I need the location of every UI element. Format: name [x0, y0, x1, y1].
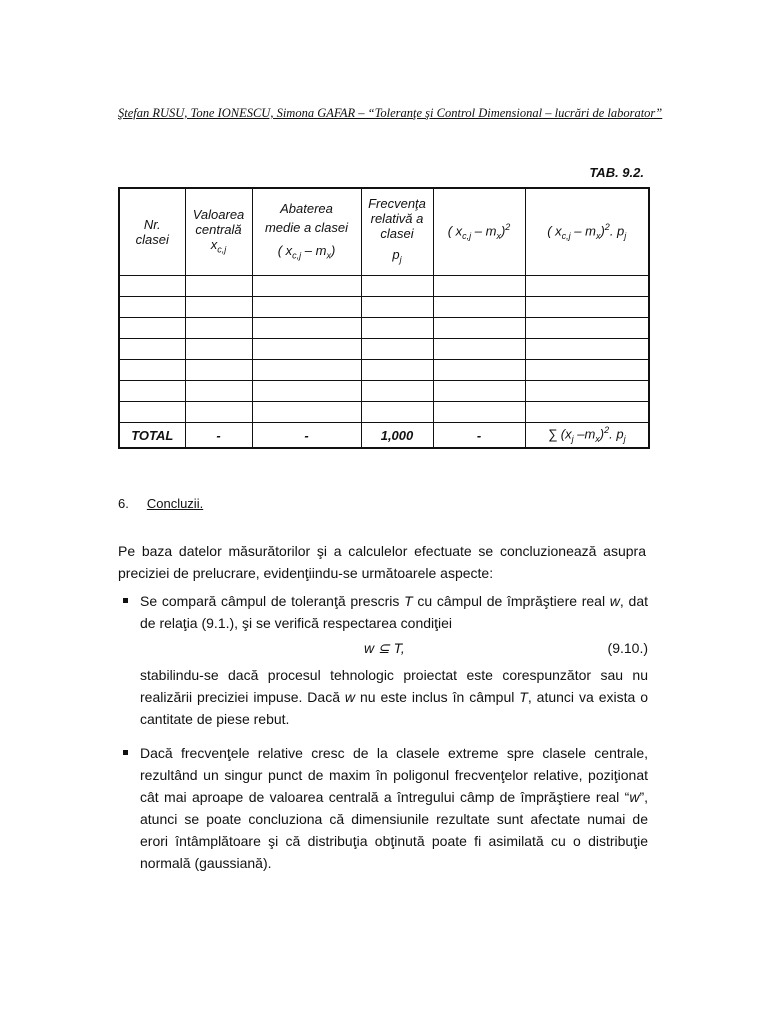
table-cell [252, 318, 361, 339]
table-cell [525, 276, 649, 297]
header-nr-clasei: Nr. clasei [119, 188, 185, 276]
intro-paragraph: Pe baza datelor măsurătorilor şi a calculelor efectuate se concluzionează asupra preciziei de prelucrare, evidenţiindu-se următoarele aspecte: [118, 543, 646, 581]
page-header: Ştefan RUSU, Tone IONESCU, Simona GAFAR – “Toleranţe şi Control Dimensional – lucrări de laborator” [118, 106, 663, 120]
table-cell [119, 381, 185, 402]
header-squared-deviation: ( $x_{c,j} - m_x)^2$ [433, 188, 525, 276]
table-total-row [119, 423, 649, 449]
bullet-item-1-continued: stabilindu-se dacă procesul tehnologic proiectat este corespunzător sau nu realizării preciziei impuse. Dacă w nu este inclus în câmpul T, atunci va exista o cantitate de piese rebut. [140, 667, 648, 727]
table-cell [185, 402, 252, 423]
table-cell [252, 360, 361, 381]
table-cell [433, 318, 525, 339]
table-cell [185, 339, 252, 360]
section-number: 6. [118, 496, 129, 511]
table-cell [252, 381, 361, 402]
table-cell [525, 402, 649, 423]
header-valoarea-centrala: Valoarea centrală $x_{c,j}$ [185, 188, 252, 276]
table-cell [361, 297, 433, 318]
table-cell [525, 360, 649, 381]
table-cell [433, 276, 525, 297]
total-c2: - [185, 423, 252, 449]
table-cell [525, 318, 649, 339]
table-cell [361, 318, 433, 339]
table-cell [252, 276, 361, 297]
table-cell [252, 402, 361, 423]
total-label: TOTAL [119, 423, 185, 449]
table-row [119, 360, 649, 381]
table-cell [185, 318, 252, 339]
formula-line [140, 640, 648, 662]
total-c4: 1,000 [361, 423, 433, 449]
bullet-item-2: Dacă frecvenţele relative cresc de la clasele extreme spre clasele centrale, rezultând un singur punct de maxim în poligonul frecvenţelor relative, poziţionat cât mai aproape de valoarea centrală a întregului câmp de împrăştiere real “w”, atunci se poate concluziona că dimensiunile rezultate sunt afectate numai de erori întâmplătoare şi că distribuţia obţinută poate fi asimilată cu o distribuţie normală (gaussiană). [140, 742, 648, 874]
table-cell [525, 339, 649, 360]
table-row [119, 402, 649, 423]
table-cell [525, 297, 649, 318]
bullet-square-icon [123, 750, 128, 755]
table-cell [433, 339, 525, 360]
table-cell [361, 381, 433, 402]
formula-number: (9.10.) [607, 640, 648, 656]
table-row [119, 318, 649, 339]
table-cell [119, 360, 185, 381]
table-cell [433, 381, 525, 402]
table-cell [119, 402, 185, 423]
table-row [119, 297, 649, 318]
table-row [119, 339, 649, 360]
table-cell [252, 297, 361, 318]
bullet-item-1: Se compară câmpul de toleranţă prescris T cu câmpul de împrăştiere real w, dat de relaţia (9.1.), şi se verifică respectarea condiţiei [140, 590, 648, 634]
table-row [119, 381, 649, 402]
table-cell [525, 381, 649, 402]
table-cell [433, 297, 525, 318]
table-cell [119, 339, 185, 360]
header-abaterea-medie: Abaterea medie a clasei ( $x_{c,j} - m_x$) [252, 188, 361, 276]
table-cell [119, 276, 185, 297]
bullet-square-icon [123, 598, 128, 603]
table-cell [361, 402, 433, 423]
header-frecventa-relativa: Frecvenţa relativă a clasei $p_j$ [361, 188, 433, 276]
table-cell [252, 339, 361, 360]
table-cell [185, 276, 252, 297]
total-c6: ∑ ($x_j$ $-m_x)^2$. $p_j$ [525, 423, 649, 449]
total-c5: - [433, 423, 525, 449]
total-c3: - [252, 423, 361, 449]
header-weighted-squared-deviation: ( $x_{c,j} - m_x)^2$. $p_j$ [525, 188, 649, 276]
formula: w ⊆ T, [364, 640, 405, 656]
table-label: TAB. 9.2. [589, 165, 644, 180]
section-title: Concluzii. [146, 496, 204, 511]
table-cell [361, 276, 433, 297]
table-header-row [119, 188, 649, 276]
table-body [119, 276, 649, 423]
table-cell [361, 339, 433, 360]
table-cell [185, 297, 252, 318]
section-heading [118, 496, 203, 511]
table-row [119, 276, 649, 297]
table-cell [433, 360, 525, 381]
data-table [118, 187, 650, 449]
table-cell [361, 360, 433, 381]
table-cell [119, 297, 185, 318]
table-cell [433, 402, 525, 423]
table-cell [185, 381, 252, 402]
table-cell [185, 360, 252, 381]
table-cell [119, 318, 185, 339]
